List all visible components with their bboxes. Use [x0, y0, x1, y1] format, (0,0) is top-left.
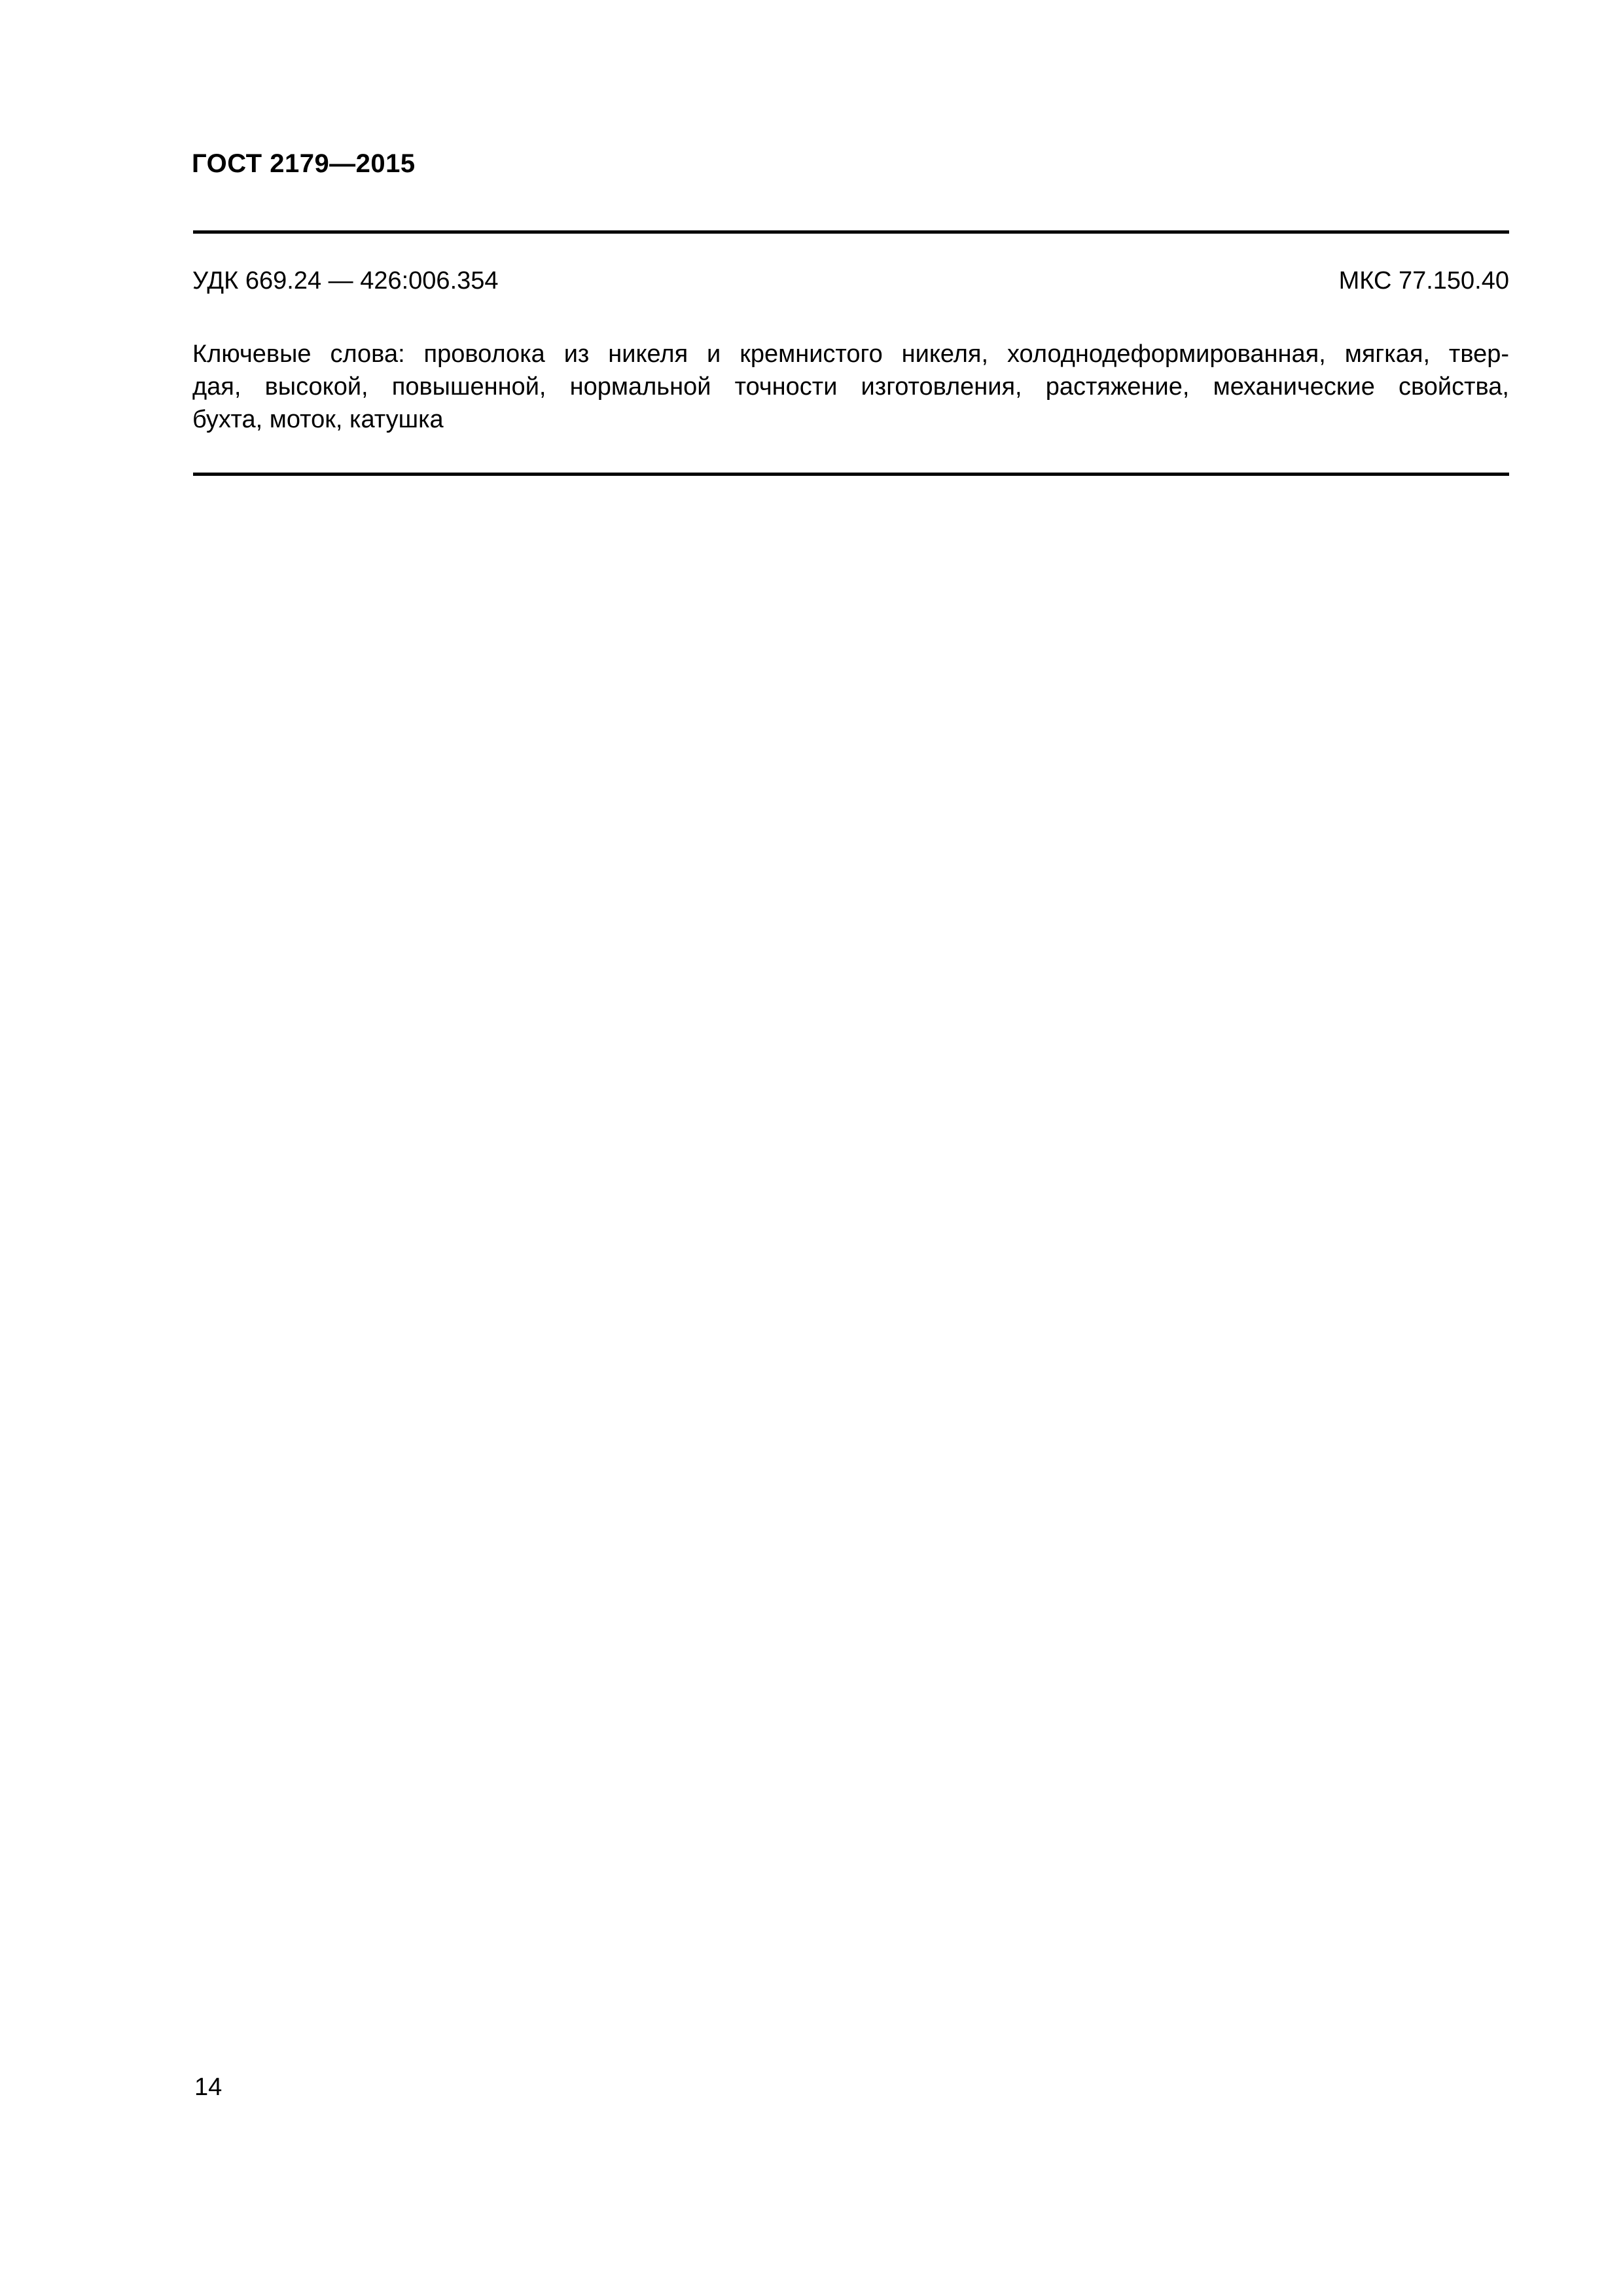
keywords-line: дая, высокой, повышенной, нормальной точности изготовления, растяжение, механические свойства,	[192, 373, 1509, 401]
udk-code: УДК 669.24 — 426:006.354	[192, 267, 499, 295]
classification-row	[192, 268, 1509, 293]
keywords-line: бухта, моток, катушка	[192, 406, 444, 433]
header-rule	[193, 230, 1509, 234]
keywords-paragraph	[192, 338, 1509, 436]
footer-rule	[193, 473, 1509, 476]
keywords-line: Ключевые слова: проволока из никеля и кремнистого никеля, холоднодеформированная, мягкая, твер-	[192, 340, 1509, 368]
page-title: ГОСТ 2179—2015	[192, 149, 416, 178]
page-number: 14	[194, 2073, 223, 2101]
mks-code: МКС 77.150.40	[1338, 267, 1509, 295]
